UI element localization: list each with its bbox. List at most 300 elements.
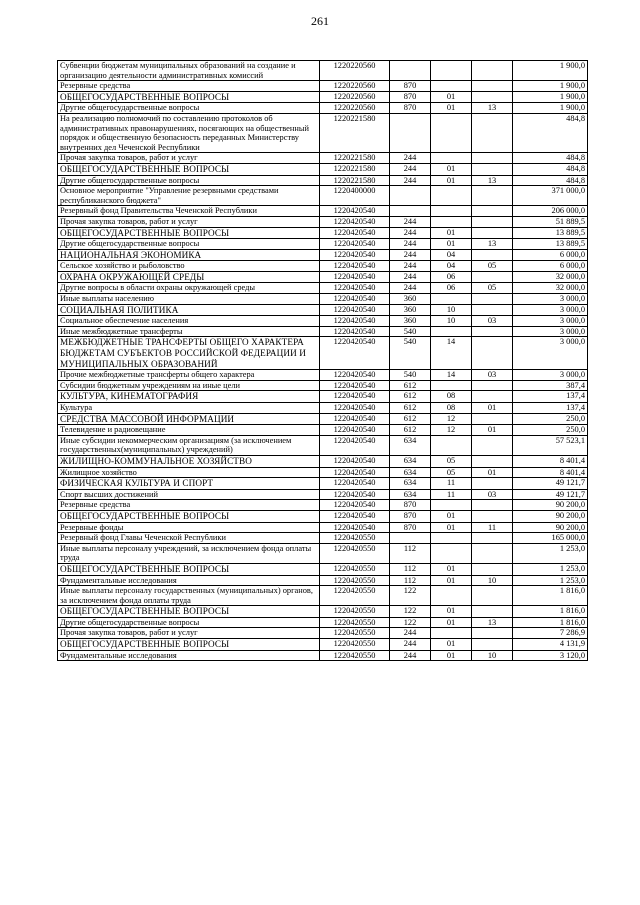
row-subsection-cell: [472, 91, 513, 103]
row-amount-cell: 484,8: [513, 113, 588, 152]
row-subsection-cell: 13: [472, 175, 513, 186]
row-section-cell: 11: [431, 489, 472, 500]
row-amount-cell: 3 000,0: [513, 294, 588, 305]
row-expense-type-cell: 244: [390, 239, 431, 250]
row-expense-type-cell: 244: [390, 216, 431, 227]
row-subsection-cell: 13: [472, 239, 513, 250]
row-section-cell: 01: [431, 563, 472, 575]
row-name-cell: Иные выплаты населению: [58, 294, 320, 305]
row-section-cell: 10: [431, 316, 472, 327]
row-subsection-cell: 13: [472, 103, 513, 114]
row-section-cell: [431, 543, 472, 563]
row-section-cell: 06: [431, 283, 472, 294]
row-name-cell: Фундаментальные исследования: [58, 650, 320, 661]
row-subsection-cell: [472, 606, 513, 618]
row-amount-cell: 49 121,7: [513, 478, 588, 490]
row-section-cell: 08: [431, 391, 472, 403]
row-subsection-cell: [472, 249, 513, 261]
row-target-code-cell: 1220420540: [320, 522, 390, 533]
row-section-cell: [431, 206, 472, 217]
row-amount-cell: 3 000,0: [513, 304, 588, 316]
row-section-cell: [431, 500, 472, 511]
row-expense-type-cell: 612: [390, 413, 431, 425]
row-section-cell: 01: [431, 91, 472, 103]
row-name-cell: ФИЗИЧЕСКАЯ КУЛЬТУРА И СПОРТ: [58, 478, 320, 490]
row-expense-type-cell: 634: [390, 467, 431, 478]
row-target-code-cell: 1220420540: [320, 510, 390, 522]
row-expense-type-cell: 244: [390, 650, 431, 661]
table-row: [58, 455, 588, 467]
row-name-cell: НАЦИОНАЛЬНАЯ ЭКОНОМИКА: [58, 249, 320, 261]
row-amount-cell: 250,0: [513, 413, 588, 425]
row-expense-type-cell: 870: [390, 81, 431, 92]
row-subsection-cell: [472, 563, 513, 575]
row-subsection-cell: 03: [472, 489, 513, 500]
row-amount-cell: 1 816,0: [513, 617, 588, 628]
row-name-cell: ОБЩЕГОСУДАРСТВЕННЫЕ ВОПРОСЫ: [58, 639, 320, 651]
row-expense-type-cell: 360: [390, 304, 431, 316]
row-section-cell: 04: [431, 249, 472, 261]
row-target-code-cell: 1220420540: [320, 227, 390, 239]
row-subsection-cell: [472, 510, 513, 522]
table-row: [58, 563, 588, 575]
row-amount-cell: 3 000,0: [513, 337, 588, 370]
row-subsection-cell: [472, 216, 513, 227]
row-name-cell: Основное мероприятие "Управление резервными средствами республиканского бюджета": [58, 186, 320, 206]
row-expense-type-cell: 540: [390, 326, 431, 337]
row-target-code-cell: 1220420550: [320, 575, 390, 586]
row-amount-cell: 165 000,0: [513, 533, 588, 544]
table-row: [58, 163, 588, 175]
row-name-cell: МЕЖБЮДЖЕТНЫЕ ТРАНСФЕРТЫ ОБЩЕГО ХАРАКТЕРА БЮДЖЕТАМ СУБЪЕКТОВ РОССИЙСКОЙ ФЕДЕРАЦИИ И МУНИЦИПАЛЬНЫХ ОБРАЗОВАНИЙ: [58, 337, 320, 370]
table-row: [58, 316, 588, 327]
table-row: [58, 304, 588, 316]
table-row: [58, 467, 588, 478]
table-row: [58, 543, 588, 563]
table-row: [58, 510, 588, 522]
row-name-cell: Иные межбюджетные трансферты: [58, 326, 320, 337]
row-amount-cell: 51 889,5: [513, 216, 588, 227]
row-target-code-cell: 1220420540: [320, 216, 390, 227]
row-name-cell: Иные субсидии некоммерческим организациям (за исключением государственных(муниципальных) учреждений): [58, 435, 320, 455]
row-target-code-cell: 1220420540: [320, 283, 390, 294]
row-target-code-cell: 1220220560: [320, 61, 390, 81]
row-subsection-cell: [472, 413, 513, 425]
row-target-code-cell: 1220420540: [320, 326, 390, 337]
row-name-cell: Другие общегосударственные вопросы: [58, 239, 320, 250]
row-section-cell: [431, 81, 472, 92]
row-expense-type-cell: 634: [390, 478, 431, 490]
row-target-code-cell: 1220420540: [320, 249, 390, 261]
row-subsection-cell: 10: [472, 650, 513, 661]
row-name-cell: КУЛЬТУРА, КИНЕМАТОГРАФИЯ: [58, 391, 320, 403]
row-target-code-cell: 1220420540: [320, 435, 390, 455]
row-target-code-cell: 1220420540: [320, 271, 390, 283]
row-section-cell: [431, 586, 472, 606]
row-amount-cell: 1 816,0: [513, 606, 588, 618]
row-subsection-cell: [472, 271, 513, 283]
table-row: [58, 326, 588, 337]
table-row: [58, 650, 588, 661]
row-target-code-cell: 1220420540: [320, 425, 390, 436]
row-section-cell: 01: [431, 650, 472, 661]
row-target-code-cell: 1220420550: [320, 650, 390, 661]
row-target-code-cell: 1220420540: [320, 455, 390, 467]
row-target-code-cell: 1220420540: [320, 316, 390, 327]
row-subsection-cell: [472, 533, 513, 544]
row-subsection-cell: [472, 455, 513, 467]
row-target-code-cell: 1220420540: [320, 489, 390, 500]
row-target-code-cell: 1220420550: [320, 606, 390, 618]
row-target-code-cell: 1220420540: [320, 403, 390, 414]
row-target-code-cell: 1220420550: [320, 533, 390, 544]
table-row: [58, 271, 588, 283]
row-name-cell: Другие общегосударственные вопросы: [58, 617, 320, 628]
row-name-cell: Сельское хозяйство и рыболовство: [58, 261, 320, 272]
row-expense-type-cell: [390, 61, 431, 81]
row-section-cell: 06: [431, 271, 472, 283]
table-row: [58, 586, 588, 606]
row-target-code-cell: 1220420540: [320, 337, 390, 370]
row-subsection-cell: 11: [472, 522, 513, 533]
row-expense-type-cell: 244: [390, 249, 431, 261]
row-target-code-cell: 1220420540: [320, 391, 390, 403]
row-amount-cell: 1 900,0: [513, 91, 588, 103]
table-row: [58, 91, 588, 103]
row-subsection-cell: [472, 478, 513, 490]
row-section-cell: [431, 186, 472, 206]
row-expense-type-cell: 244: [390, 175, 431, 186]
row-name-cell: Спорт высших достижений: [58, 489, 320, 500]
table-row: [58, 628, 588, 639]
row-target-code-cell: 1220420540: [320, 467, 390, 478]
row-target-code-cell: 1220221580: [320, 153, 390, 164]
row-amount-cell: 484,8: [513, 153, 588, 164]
row-amount-cell: 8 401,4: [513, 455, 588, 467]
table-row: [58, 337, 588, 370]
row-name-cell: СОЦИАЛЬНАЯ ПОЛИТИКА: [58, 304, 320, 316]
row-expense-type-cell: 122: [390, 617, 431, 628]
row-section-cell: 14: [431, 337, 472, 370]
row-expense-type-cell: 612: [390, 425, 431, 436]
row-target-code-cell: 1220420540: [320, 413, 390, 425]
row-amount-cell: 250,0: [513, 425, 588, 436]
row-target-code-cell: 1220221580: [320, 163, 390, 175]
row-target-code-cell: 1220220560: [320, 81, 390, 92]
row-target-code-cell: 1220420550: [320, 563, 390, 575]
row-target-code-cell: 1220221580: [320, 175, 390, 186]
row-name-cell: Резервный фонд Правительства Чеченской Республики: [58, 206, 320, 217]
row-target-code-cell: 1220420550: [320, 617, 390, 628]
row-section-cell: [431, 533, 472, 544]
row-expense-type-cell: 112: [390, 543, 431, 563]
row-amount-cell: 90 200,0: [513, 500, 588, 511]
row-amount-cell: 371 000,0: [513, 186, 588, 206]
row-expense-type-cell: 870: [390, 522, 431, 533]
table-row: [58, 478, 588, 490]
row-amount-cell: 387,4: [513, 380, 588, 391]
row-amount-cell: 1 253,0: [513, 543, 588, 563]
row-amount-cell: 49 121,7: [513, 489, 588, 500]
row-section-cell: [431, 294, 472, 305]
table-row: [58, 283, 588, 294]
row-name-cell: Иные выплаты персоналу учреждений, за исключением фонда оплаты труда: [58, 543, 320, 563]
row-amount-cell: 1 900,0: [513, 103, 588, 114]
table-row: [58, 113, 588, 152]
row-name-cell: На реализацию полномочий по составлению протоколов об административных правонарушениях, посягающих на общественный порядок и общественную безопасность переданных Министерству внутренних дел Чеченской Республики: [58, 113, 320, 152]
row-amount-cell: 1 900,0: [513, 61, 588, 81]
row-subsection-cell: [472, 294, 513, 305]
row-section-cell: [431, 113, 472, 152]
row-section-cell: 04: [431, 261, 472, 272]
row-section-cell: 01: [431, 639, 472, 651]
row-name-cell: Жилищное хозяйство: [58, 467, 320, 478]
row-amount-cell: 3 000,0: [513, 326, 588, 337]
row-name-cell: Прочая закупка товаров, работ и услуг: [58, 153, 320, 164]
row-amount-cell: 206 000,0: [513, 206, 588, 217]
row-section-cell: [431, 380, 472, 391]
row-section-cell: [431, 153, 472, 164]
row-section-cell: 01: [431, 606, 472, 618]
row-expense-type-cell: 112: [390, 575, 431, 586]
row-target-code-cell: 1220221580: [320, 113, 390, 152]
row-target-code-cell: 1220420540: [320, 380, 390, 391]
row-subsection-cell: [472, 206, 513, 217]
row-target-code-cell: 1220420540: [320, 261, 390, 272]
table-row: [58, 103, 588, 114]
row-amount-cell: 13 889,5: [513, 227, 588, 239]
row-name-cell: ОБЩЕГОСУДАРСТВЕННЫЕ ВОПРОСЫ: [58, 563, 320, 575]
row-amount-cell: 6 000,0: [513, 249, 588, 261]
row-amount-cell: 1 253,0: [513, 575, 588, 586]
row-section-cell: 05: [431, 467, 472, 478]
row-subsection-cell: [472, 304, 513, 316]
table-row: [58, 639, 588, 651]
table-row: [58, 403, 588, 414]
row-name-cell: Субвенции бюджетам муниципальных образований на создание и организацию деятельности административных комиссий: [58, 61, 320, 81]
row-target-code-cell: 1220400000: [320, 186, 390, 206]
table-row: [58, 413, 588, 425]
row-amount-cell: 3 120,0: [513, 650, 588, 661]
row-subsection-cell: [472, 391, 513, 403]
row-subsection-cell: [472, 153, 513, 164]
row-subsection-cell: 03: [472, 370, 513, 381]
row-expense-type-cell: 122: [390, 606, 431, 618]
row-name-cell: ОБЩЕГОСУДАРСТВЕННЫЕ ВОПРОСЫ: [58, 227, 320, 239]
table-row: [58, 606, 588, 618]
row-expense-type-cell: 244: [390, 271, 431, 283]
row-subsection-cell: [472, 163, 513, 175]
row-subsection-cell: 13: [472, 617, 513, 628]
row-name-cell: Прочая закупка товаров, работ и услуг: [58, 216, 320, 227]
row-amount-cell: 3 000,0: [513, 316, 588, 327]
row-amount-cell: 4 131,9: [513, 639, 588, 651]
row-target-code-cell: 1220420540: [320, 294, 390, 305]
row-expense-type-cell: [390, 113, 431, 152]
row-expense-type-cell: [390, 533, 431, 544]
row-name-cell: Иные выплаты персоналу государственных (муниципальных) органов, за исключением фонда оплаты труда: [58, 586, 320, 606]
table-row: [58, 575, 588, 586]
row-expense-type-cell: 244: [390, 227, 431, 239]
row-section-cell: [431, 628, 472, 639]
table-row: [58, 186, 588, 206]
row-expense-type-cell: 540: [390, 337, 431, 370]
row-amount-cell: 13 889,5: [513, 239, 588, 250]
row-section-cell: 01: [431, 103, 472, 114]
row-section-cell: 12: [431, 425, 472, 436]
row-expense-type-cell: 612: [390, 403, 431, 414]
row-amount-cell: 90 200,0: [513, 510, 588, 522]
table-row: [58, 391, 588, 403]
row-subsection-cell: [472, 435, 513, 455]
row-name-cell: ЖИЛИЩНО-КОММУНАЛЬНОЕ ХОЗЯЙСТВО: [58, 455, 320, 467]
row-amount-cell: 484,8: [513, 163, 588, 175]
table-row: [58, 261, 588, 272]
table-row: [58, 370, 588, 381]
table-row: [58, 153, 588, 164]
row-section-cell: 12: [431, 413, 472, 425]
row-section-cell: [431, 326, 472, 337]
row-name-cell: Другие общегосударственные вопросы: [58, 103, 320, 114]
row-expense-type-cell: 244: [390, 283, 431, 294]
row-target-code-cell: 1220420540: [320, 239, 390, 250]
row-subsection-cell: [472, 380, 513, 391]
row-section-cell: 01: [431, 227, 472, 239]
row-name-cell: Культура: [58, 403, 320, 414]
row-name-cell: Другие вопросы в области охраны окружающей среды: [58, 283, 320, 294]
row-name-cell: Резервные средства: [58, 500, 320, 511]
row-expense-type-cell: 360: [390, 294, 431, 305]
row-section-cell: [431, 216, 472, 227]
row-name-cell: ОХРАНА ОКРУЖАЮЩЕЙ СРЕДЫ: [58, 271, 320, 283]
row-expense-type-cell: 634: [390, 455, 431, 467]
row-expense-type-cell: 244: [390, 261, 431, 272]
row-amount-cell: 1 816,0: [513, 586, 588, 606]
row-name-cell: Телевидение и радиовещание: [58, 425, 320, 436]
table-row: [58, 425, 588, 436]
table-row: [58, 249, 588, 261]
row-amount-cell: 3 000,0: [513, 370, 588, 381]
row-expense-type-cell: 870: [390, 510, 431, 522]
row-amount-cell: 90 200,0: [513, 522, 588, 533]
budget-table-body: [58, 61, 588, 661]
row-subsection-cell: 05: [472, 283, 513, 294]
row-amount-cell: 32 000,0: [513, 271, 588, 283]
row-amount-cell: 1 900,0: [513, 81, 588, 92]
row-expense-type-cell: 612: [390, 391, 431, 403]
row-section-cell: 01: [431, 175, 472, 186]
row-expense-type-cell: 360: [390, 316, 431, 327]
row-subsection-cell: [472, 81, 513, 92]
row-subsection-cell: [472, 337, 513, 370]
row-target-code-cell: 1220420550: [320, 543, 390, 563]
table-row: [58, 533, 588, 544]
row-name-cell: ОБЩЕГОСУДАРСТВЕННЫЕ ВОПРОСЫ: [58, 163, 320, 175]
row-name-cell: Другие общегосударственные вопросы: [58, 175, 320, 186]
row-section-cell: [431, 435, 472, 455]
row-amount-cell: 6 000,0: [513, 261, 588, 272]
table-row: [58, 522, 588, 533]
row-subsection-cell: [472, 639, 513, 651]
table-row: [58, 239, 588, 250]
row-amount-cell: 57 523,1: [513, 435, 588, 455]
row-amount-cell: 8 401,4: [513, 467, 588, 478]
row-subsection-cell: 01: [472, 467, 513, 478]
row-expense-type-cell: [390, 186, 431, 206]
row-subsection-cell: [472, 500, 513, 511]
row-section-cell: 01: [431, 617, 472, 628]
row-name-cell: ОБЩЕГОСУДАРСТВЕННЫЕ ВОПРОСЫ: [58, 91, 320, 103]
row-section-cell: 11: [431, 478, 472, 490]
row-expense-type-cell: 870: [390, 500, 431, 511]
table-row: [58, 81, 588, 92]
row-amount-cell: 1 253,0: [513, 563, 588, 575]
row-name-cell: Субсидии бюджетным учреждениям на иные цели: [58, 380, 320, 391]
row-section-cell: 05: [431, 455, 472, 467]
row-expense-type-cell: 540: [390, 370, 431, 381]
row-target-code-cell: 1220420540: [320, 206, 390, 217]
row-expense-type-cell: 244: [390, 153, 431, 164]
row-name-cell: Резервные средства: [58, 81, 320, 92]
row-name-cell: Прочая закупка товаров, работ и услуг: [58, 628, 320, 639]
row-section-cell: 01: [431, 239, 472, 250]
table-row: [58, 206, 588, 217]
row-target-code-cell: 1220420550: [320, 628, 390, 639]
row-subsection-cell: 03: [472, 316, 513, 327]
table-row: [58, 489, 588, 500]
row-section-cell: 01: [431, 522, 472, 533]
row-expense-type-cell: 112: [390, 563, 431, 575]
row-name-cell: ОБЩЕГОСУДАРСТВЕННЫЕ ВОПРОСЫ: [58, 606, 320, 618]
row-target-code-cell: 1220420540: [320, 478, 390, 490]
row-amount-cell: 484,8: [513, 175, 588, 186]
table-row: [58, 617, 588, 628]
row-amount-cell: 137,4: [513, 391, 588, 403]
row-expense-type-cell: 244: [390, 163, 431, 175]
row-target-code-cell: 1220220560: [320, 91, 390, 103]
row-name-cell: Резервный фонд Главы Чеченской Республики: [58, 533, 320, 544]
row-amount-cell: 7 286,9: [513, 628, 588, 639]
table-row: [58, 500, 588, 511]
row-subsection-cell: [472, 326, 513, 337]
row-expense-type-cell: 634: [390, 489, 431, 500]
row-expense-type-cell: 244: [390, 639, 431, 651]
row-subsection-cell: [472, 227, 513, 239]
row-section-cell: 08: [431, 403, 472, 414]
page-number: 261: [311, 14, 329, 28]
row-name-cell: Социальное обеспечение населения: [58, 316, 320, 327]
row-target-code-cell: 1220420540: [320, 370, 390, 381]
row-subsection-cell: [472, 586, 513, 606]
row-expense-type-cell: [390, 206, 431, 217]
row-name-cell: Фундаментальные исследования: [58, 575, 320, 586]
table-row: [58, 435, 588, 455]
row-subsection-cell: [472, 113, 513, 152]
row-target-code-cell: 1220420540: [320, 304, 390, 316]
row-expense-type-cell: 122: [390, 586, 431, 606]
row-target-code-cell: 1220420550: [320, 586, 390, 606]
row-expense-type-cell: 612: [390, 380, 431, 391]
row-subsection-cell: 05: [472, 261, 513, 272]
row-subsection-cell: 01: [472, 403, 513, 414]
row-expense-type-cell: 634: [390, 435, 431, 455]
table-row: [58, 294, 588, 305]
row-name-cell: Резервные фонды: [58, 522, 320, 533]
row-subsection-cell: [472, 628, 513, 639]
row-section-cell: 14: [431, 370, 472, 381]
row-subsection-cell: 01: [472, 425, 513, 436]
row-amount-cell: 32 000,0: [513, 283, 588, 294]
